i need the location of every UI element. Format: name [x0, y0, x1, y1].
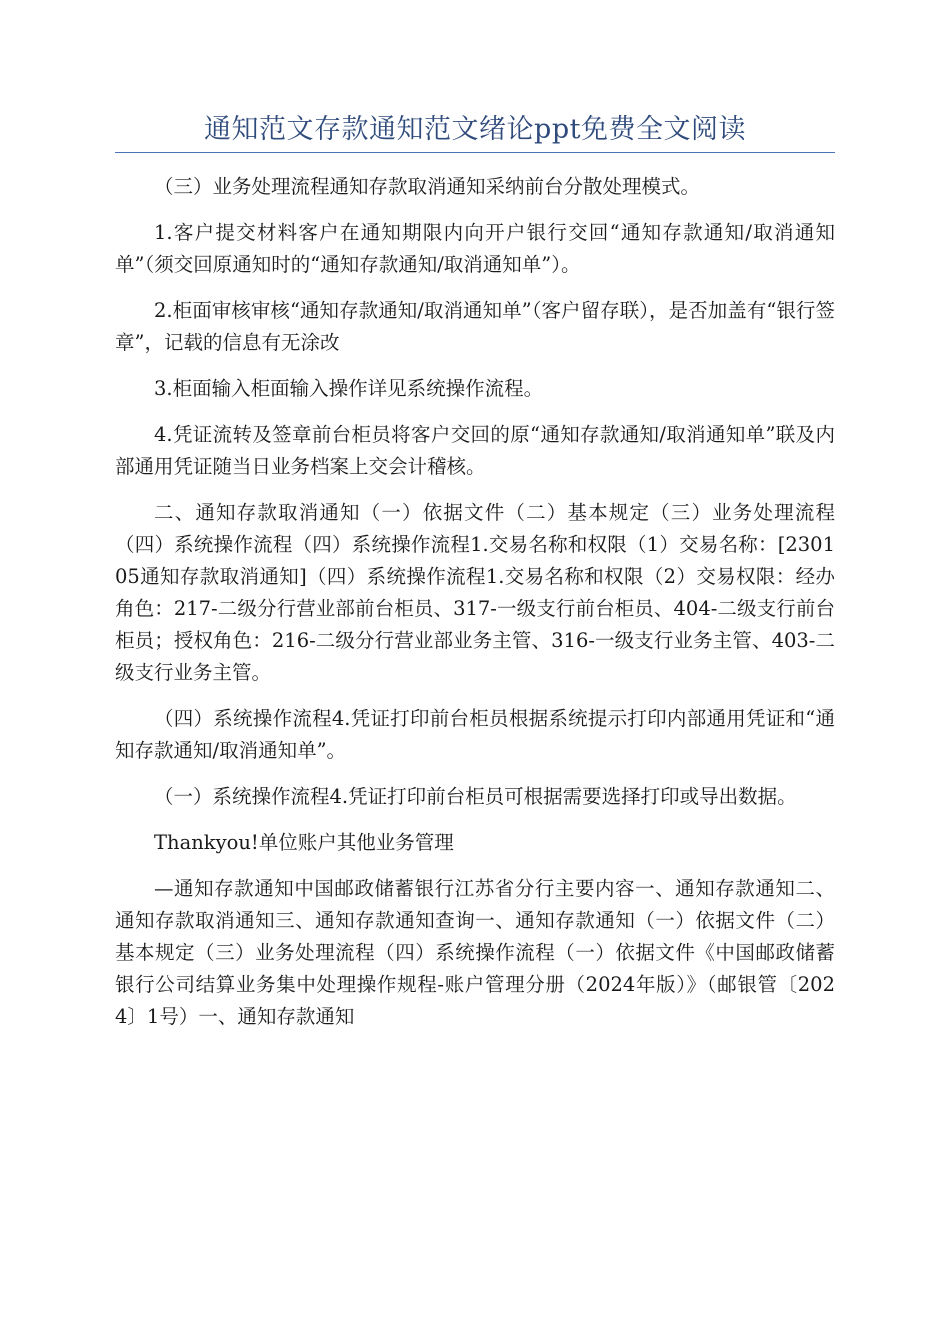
title-underline [115, 152, 835, 153]
paragraph-5: 4.凭证流转及签章前台柜员将客户交回的原“通知存款通知/取消通知单”联及内部通用凭证随当日业务档案上交会计稽核。 [115, 423, 835, 478]
paragraph-10: —通知存款通知中国邮政储蓄银行江苏省分行主要内容一、通知存款通知二、通知存款取消通知三、通知存款通知查询一、通知存款通知（一）依据文件（二）基本规定（三）业务处理流程（四）系统操作流程（一）依据文件《中国邮政储蓄银行公司结算业务集中处理操作规程-账户管理分册（2024年版）》（邮银管〔2024〕1号）一、通知存款通知 [115, 877, 835, 1028]
paragraph-4: 3.柜面输入柜面输入操作详见系统操作流程。 [154, 377, 544, 400]
paragraph-7: （四）系统操作流程4.凭证打印前台柜员根据系统提示打印内部通用凭证和“通知存款通知/取消通知单”。 [115, 707, 835, 762]
paragraph-6: 二、通知存款取消通知（一）依据文件（二）基本规定（三）业务处理流程（四）系统操作流程（四）系统操作流程1.交易名称和权限（1）交易名称：[230105通知存款取消通知]（四）系统操作流程1.交易名称和权限（2）交易权限：经办角色：217-二级分行营业部前台柜员、317-一级支行前台柜员、404-二级支行前台柜员；授权角色：216-二级分行营业部业务主管、316-一级支行业务主管、403-二级支行业务主管。 [115, 501, 835, 684]
paragraph-1: （三）业务处理流程通知存款取消通知采纳前台分散处理模式。 [154, 175, 701, 198]
paragraph-3: 2.柜面审核审核“通知存款通知/取消通知单”（客户留存联），是否加盖有“银行签章”，记载的信息有无涂改 [115, 299, 835, 354]
document-page [115, 110, 835, 1047]
paragraph-9: Thankyou!单位账户其他业务管理 [154, 831, 454, 854]
paragraph-2: 1.客户提交材料客户在通知期限内向开户银行交回“通知存款通知/取消通知单”（须交回原通知时的“通知存款通知/取消通知单”）。 [115, 221, 835, 276]
document-title: 通知范文存款通知范文绪论ppt免费全文阅读 [204, 114, 746, 145]
paragraph-8: （一）系统操作流程4.凭证打印前台柜员可根据需要选择打印或导出数据。 [154, 785, 797, 808]
